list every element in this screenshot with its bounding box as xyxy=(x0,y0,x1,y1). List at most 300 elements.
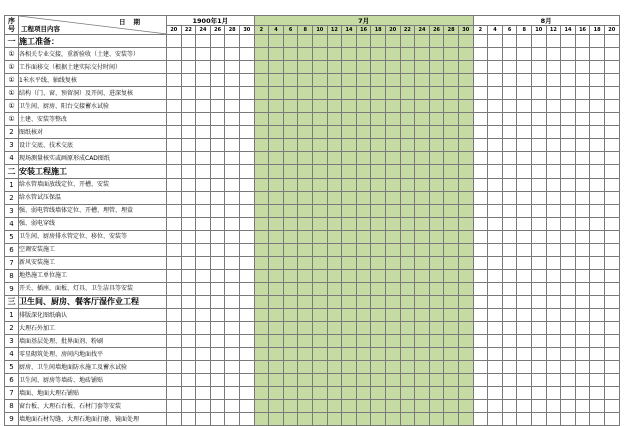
schedule-cell[interactable] xyxy=(298,282,313,295)
schedule-cell[interactable] xyxy=(342,204,357,217)
schedule-cell[interactable] xyxy=(225,295,240,308)
schedule-cell[interactable] xyxy=(298,335,313,348)
schedule-cell[interactable] xyxy=(167,48,182,61)
schedule-cell[interactable] xyxy=(429,295,444,308)
schedule-cell[interactable] xyxy=(313,191,328,204)
schedule-cell[interactable] xyxy=(167,361,182,374)
schedule-cell[interactable] xyxy=(546,74,561,87)
schedule-cell[interactable] xyxy=(298,48,313,61)
schedule-cell[interactable] xyxy=(298,61,313,74)
schedule-cell[interactable] xyxy=(283,126,298,139)
schedule-cell[interactable] xyxy=(356,191,371,204)
schedule-cell[interactable] xyxy=(269,282,284,295)
schedule-cell[interactable] xyxy=(167,191,182,204)
schedule-cell[interactable] xyxy=(473,204,488,217)
schedule-cell[interactable] xyxy=(283,35,298,48)
schedule-cell[interactable] xyxy=(371,361,386,374)
schedule-cell[interactable] xyxy=(415,191,430,204)
schedule-cell[interactable] xyxy=(546,387,561,400)
schedule-cell[interactable] xyxy=(167,322,182,335)
schedule-cell[interactable] xyxy=(502,139,517,152)
schedule-cell[interactable] xyxy=(546,126,561,139)
schedule-cell[interactable] xyxy=(313,152,328,165)
schedule-cell[interactable] xyxy=(517,295,532,308)
schedule-cell[interactable] xyxy=(225,335,240,348)
schedule-cell[interactable] xyxy=(473,87,488,100)
schedule-cell[interactable] xyxy=(575,243,590,256)
schedule-cell[interactable] xyxy=(196,387,211,400)
schedule-cell[interactable] xyxy=(590,374,605,387)
schedule-cell[interactable] xyxy=(502,100,517,113)
schedule-cell[interactable] xyxy=(356,282,371,295)
schedule-cell[interactable] xyxy=(604,165,619,178)
schedule-cell[interactable] xyxy=(181,204,196,217)
schedule-cell[interactable] xyxy=(575,217,590,230)
schedule-cell[interactable] xyxy=(239,48,254,61)
schedule-cell[interactable] xyxy=(604,152,619,165)
schedule-cell[interactable] xyxy=(254,413,269,426)
schedule-cell[interactable] xyxy=(473,361,488,374)
schedule-cell[interactable] xyxy=(313,100,328,113)
schedule-cell[interactable] xyxy=(327,413,342,426)
schedule-cell[interactable] xyxy=(371,165,386,178)
schedule-cell[interactable] xyxy=(269,269,284,282)
schedule-cell[interactable] xyxy=(575,269,590,282)
schedule-cell[interactable] xyxy=(444,35,459,48)
schedule-cell[interactable] xyxy=(342,191,357,204)
schedule-cell[interactable] xyxy=(502,295,517,308)
schedule-cell[interactable] xyxy=(269,126,284,139)
schedule-cell[interactable] xyxy=(196,295,211,308)
schedule-cell[interactable] xyxy=(575,165,590,178)
schedule-cell[interactable] xyxy=(239,35,254,48)
schedule-cell[interactable] xyxy=(342,348,357,361)
schedule-cell[interactable] xyxy=(400,374,415,387)
schedule-cell[interactable] xyxy=(371,335,386,348)
schedule-cell[interactable] xyxy=(210,335,225,348)
schedule-cell[interactable] xyxy=(604,100,619,113)
schedule-cell[interactable] xyxy=(196,269,211,282)
schedule-cell[interactable] xyxy=(561,295,576,308)
schedule-cell[interactable] xyxy=(254,230,269,243)
schedule-cell[interactable] xyxy=(604,282,619,295)
schedule-cell[interactable] xyxy=(283,269,298,282)
schedule-cell[interactable] xyxy=(327,374,342,387)
schedule-cell[interactable] xyxy=(502,113,517,126)
schedule-cell[interactable] xyxy=(473,100,488,113)
schedule-cell[interactable] xyxy=(415,48,430,61)
schedule-cell[interactable] xyxy=(254,243,269,256)
schedule-cell[interactable] xyxy=(196,100,211,113)
schedule-cell[interactable] xyxy=(181,256,196,269)
schedule-cell[interactable] xyxy=(517,217,532,230)
schedule-cell[interactable] xyxy=(167,308,182,321)
schedule-cell[interactable] xyxy=(502,322,517,335)
schedule-cell[interactable] xyxy=(269,178,284,191)
schedule-cell[interactable] xyxy=(239,243,254,256)
schedule-cell[interactable] xyxy=(313,348,328,361)
schedule-cell[interactable] xyxy=(517,361,532,374)
schedule-cell[interactable] xyxy=(298,152,313,165)
schedule-cell[interactable] xyxy=(298,269,313,282)
schedule-cell[interactable] xyxy=(546,48,561,61)
schedule-cell[interactable] xyxy=(342,230,357,243)
schedule-cell[interactable] xyxy=(371,387,386,400)
schedule-cell[interactable] xyxy=(385,139,400,152)
schedule-cell[interactable] xyxy=(575,204,590,217)
schedule-cell[interactable] xyxy=(546,100,561,113)
schedule-cell[interactable] xyxy=(313,178,328,191)
schedule-cell[interactable] xyxy=(458,413,473,426)
schedule-cell[interactable] xyxy=(298,113,313,126)
schedule-cell[interactable] xyxy=(488,152,503,165)
schedule-cell[interactable] xyxy=(488,295,503,308)
schedule-cell[interactable] xyxy=(517,100,532,113)
schedule-cell[interactable] xyxy=(444,269,459,282)
schedule-cell[interactable] xyxy=(546,35,561,48)
schedule-cell[interactable] xyxy=(254,361,269,374)
schedule-cell[interactable] xyxy=(488,308,503,321)
schedule-cell[interactable] xyxy=(400,335,415,348)
schedule-cell[interactable] xyxy=(517,269,532,282)
schedule-cell[interactable] xyxy=(604,374,619,387)
schedule-cell[interactable] xyxy=(254,35,269,48)
schedule-cell[interactable] xyxy=(385,100,400,113)
schedule-cell[interactable] xyxy=(327,256,342,269)
schedule-cell[interactable] xyxy=(371,348,386,361)
schedule-cell[interactable] xyxy=(444,322,459,335)
schedule-cell[interactable] xyxy=(342,308,357,321)
schedule-cell[interactable] xyxy=(488,204,503,217)
schedule-cell[interactable] xyxy=(196,335,211,348)
schedule-cell[interactable] xyxy=(444,191,459,204)
schedule-cell[interactable] xyxy=(458,374,473,387)
schedule-cell[interactable] xyxy=(429,269,444,282)
schedule-cell[interactable] xyxy=(429,191,444,204)
schedule-cell[interactable] xyxy=(517,35,532,48)
schedule-cell[interactable] xyxy=(473,308,488,321)
schedule-cell[interactable] xyxy=(590,113,605,126)
schedule-cell[interactable] xyxy=(575,374,590,387)
schedule-cell[interactable] xyxy=(561,191,576,204)
schedule-cell[interactable] xyxy=(371,374,386,387)
schedule-cell[interactable] xyxy=(181,361,196,374)
schedule-cell[interactable] xyxy=(283,308,298,321)
schedule-cell[interactable] xyxy=(225,374,240,387)
schedule-cell[interactable] xyxy=(531,139,546,152)
schedule-cell[interactable] xyxy=(546,295,561,308)
schedule-cell[interactable] xyxy=(283,139,298,152)
schedule-cell[interactable] xyxy=(531,74,546,87)
schedule-cell[interactable] xyxy=(298,35,313,48)
schedule-cell[interactable] xyxy=(298,217,313,230)
schedule-cell[interactable] xyxy=(415,374,430,387)
schedule-cell[interactable] xyxy=(356,230,371,243)
schedule-cell[interactable] xyxy=(590,217,605,230)
schedule-cell[interactable] xyxy=(327,217,342,230)
schedule-cell[interactable] xyxy=(590,361,605,374)
schedule-cell[interactable] xyxy=(371,308,386,321)
schedule-cell[interactable] xyxy=(488,126,503,139)
schedule-cell[interactable] xyxy=(429,204,444,217)
schedule-cell[interactable] xyxy=(590,413,605,426)
schedule-cell[interactable] xyxy=(488,87,503,100)
schedule-cell[interactable] xyxy=(517,113,532,126)
schedule-cell[interactable] xyxy=(269,165,284,178)
schedule-cell[interactable] xyxy=(327,387,342,400)
schedule-cell[interactable] xyxy=(590,87,605,100)
schedule-cell[interactable] xyxy=(239,335,254,348)
schedule-cell[interactable] xyxy=(196,61,211,74)
schedule-cell[interactable] xyxy=(298,308,313,321)
schedule-cell[interactable] xyxy=(327,178,342,191)
schedule-cell[interactable] xyxy=(181,113,196,126)
schedule-cell[interactable] xyxy=(561,126,576,139)
schedule-cell[interactable] xyxy=(385,335,400,348)
schedule-cell[interactable] xyxy=(604,61,619,74)
schedule-cell[interactable] xyxy=(385,178,400,191)
schedule-cell[interactable] xyxy=(196,113,211,126)
schedule-cell[interactable] xyxy=(269,361,284,374)
schedule-cell[interactable] xyxy=(210,243,225,256)
schedule-cell[interactable] xyxy=(604,335,619,348)
schedule-cell[interactable] xyxy=(429,87,444,100)
schedule-cell[interactable] xyxy=(239,126,254,139)
schedule-cell[interactable] xyxy=(546,243,561,256)
schedule-cell[interactable] xyxy=(458,282,473,295)
schedule-cell[interactable] xyxy=(196,178,211,191)
schedule-cell[interactable] xyxy=(546,348,561,361)
schedule-cell[interactable] xyxy=(269,204,284,217)
schedule-cell[interactable] xyxy=(298,322,313,335)
schedule-cell[interactable] xyxy=(488,217,503,230)
schedule-cell[interactable] xyxy=(225,178,240,191)
schedule-cell[interactable] xyxy=(590,191,605,204)
schedule-cell[interactable] xyxy=(385,74,400,87)
schedule-cell[interactable] xyxy=(210,322,225,335)
schedule-cell[interactable] xyxy=(531,217,546,230)
schedule-cell[interactable] xyxy=(196,35,211,48)
schedule-cell[interactable] xyxy=(604,35,619,48)
schedule-cell[interactable] xyxy=(473,217,488,230)
schedule-cell[interactable] xyxy=(546,178,561,191)
schedule-cell[interactable] xyxy=(531,308,546,321)
schedule-cell[interactable] xyxy=(327,48,342,61)
schedule-cell[interactable] xyxy=(283,113,298,126)
schedule-cell[interactable] xyxy=(356,269,371,282)
schedule-cell[interactable] xyxy=(327,243,342,256)
schedule-cell[interactable] xyxy=(254,100,269,113)
schedule-cell[interactable] xyxy=(531,348,546,361)
schedule-cell[interactable] xyxy=(400,191,415,204)
schedule-cell[interactable] xyxy=(517,230,532,243)
schedule-cell[interactable] xyxy=(342,100,357,113)
schedule-cell[interactable] xyxy=(254,61,269,74)
schedule-cell[interactable] xyxy=(458,243,473,256)
schedule-cell[interactable] xyxy=(531,113,546,126)
schedule-cell[interactable] xyxy=(371,100,386,113)
schedule-cell[interactable] xyxy=(502,48,517,61)
schedule-cell[interactable] xyxy=(385,48,400,61)
schedule-cell[interactable] xyxy=(210,295,225,308)
schedule-cell[interactable] xyxy=(458,126,473,139)
schedule-cell[interactable] xyxy=(429,322,444,335)
schedule-cell[interactable] xyxy=(590,243,605,256)
schedule-cell[interactable] xyxy=(269,113,284,126)
schedule-cell[interactable] xyxy=(458,152,473,165)
schedule-cell[interactable] xyxy=(298,243,313,256)
schedule-cell[interactable] xyxy=(561,348,576,361)
schedule-cell[interactable] xyxy=(196,139,211,152)
schedule-cell[interactable] xyxy=(254,269,269,282)
schedule-cell[interactable] xyxy=(225,413,240,426)
schedule-cell[interactable] xyxy=(488,282,503,295)
schedule-cell[interactable] xyxy=(561,204,576,217)
schedule-cell[interactable] xyxy=(575,387,590,400)
schedule-cell[interactable] xyxy=(356,139,371,152)
schedule-cell[interactable] xyxy=(575,191,590,204)
schedule-cell[interactable] xyxy=(327,113,342,126)
schedule-cell[interactable] xyxy=(604,139,619,152)
schedule-cell[interactable] xyxy=(342,387,357,400)
schedule-cell[interactable] xyxy=(239,413,254,426)
schedule-cell[interactable] xyxy=(356,165,371,178)
schedule-cell[interactable] xyxy=(517,178,532,191)
schedule-cell[interactable] xyxy=(400,139,415,152)
schedule-cell[interactable] xyxy=(283,191,298,204)
schedule-cell[interactable] xyxy=(604,308,619,321)
schedule-cell[interactable] xyxy=(604,361,619,374)
schedule-cell[interactable] xyxy=(473,165,488,178)
schedule-cell[interactable] xyxy=(561,322,576,335)
schedule-cell[interactable] xyxy=(458,348,473,361)
schedule-cell[interactable] xyxy=(429,152,444,165)
schedule-cell[interactable] xyxy=(298,295,313,308)
schedule-cell[interactable] xyxy=(254,139,269,152)
schedule-cell[interactable] xyxy=(458,113,473,126)
schedule-cell[interactable] xyxy=(342,282,357,295)
schedule-cell[interactable] xyxy=(444,374,459,387)
schedule-cell[interactable] xyxy=(167,282,182,295)
schedule-cell[interactable] xyxy=(561,152,576,165)
schedule-cell[interactable] xyxy=(239,204,254,217)
schedule-cell[interactable] xyxy=(342,361,357,374)
schedule-cell[interactable] xyxy=(502,74,517,87)
schedule-cell[interactable] xyxy=(444,74,459,87)
schedule-cell[interactable] xyxy=(444,335,459,348)
schedule-cell[interactable] xyxy=(444,139,459,152)
schedule-cell[interactable] xyxy=(327,100,342,113)
schedule-cell[interactable] xyxy=(561,100,576,113)
schedule-cell[interactable] xyxy=(561,165,576,178)
schedule-cell[interactable] xyxy=(502,217,517,230)
schedule-cell[interactable] xyxy=(415,335,430,348)
schedule-cell[interactable] xyxy=(225,74,240,87)
schedule-cell[interactable] xyxy=(488,100,503,113)
schedule-cell[interactable] xyxy=(269,35,284,48)
schedule-cell[interactable] xyxy=(517,74,532,87)
schedule-cell[interactable] xyxy=(575,113,590,126)
schedule-cell[interactable] xyxy=(444,87,459,100)
schedule-cell[interactable] xyxy=(210,282,225,295)
schedule-cell[interactable] xyxy=(502,413,517,426)
schedule-cell[interactable] xyxy=(356,348,371,361)
schedule-cell[interactable] xyxy=(210,165,225,178)
schedule-cell[interactable] xyxy=(488,243,503,256)
schedule-cell[interactable] xyxy=(415,61,430,74)
schedule-cell[interactable] xyxy=(210,61,225,74)
schedule-cell[interactable] xyxy=(356,322,371,335)
schedule-cell[interactable] xyxy=(313,87,328,100)
schedule-cell[interactable] xyxy=(590,308,605,321)
schedule-cell[interactable] xyxy=(531,35,546,48)
schedule-cell[interactable] xyxy=(327,126,342,139)
schedule-cell[interactable] xyxy=(313,269,328,282)
schedule-cell[interactable] xyxy=(327,139,342,152)
schedule-cell[interactable] xyxy=(371,74,386,87)
schedule-cell[interactable] xyxy=(444,113,459,126)
schedule-cell[interactable] xyxy=(225,322,240,335)
schedule-cell[interactable] xyxy=(546,335,561,348)
schedule-cell[interactable] xyxy=(429,256,444,269)
schedule-cell[interactable] xyxy=(604,269,619,282)
schedule-cell[interactable] xyxy=(546,269,561,282)
schedule-cell[interactable] xyxy=(590,165,605,178)
schedule-cell[interactable] xyxy=(385,204,400,217)
schedule-cell[interactable] xyxy=(371,152,386,165)
schedule-cell[interactable] xyxy=(167,230,182,243)
schedule-cell[interactable] xyxy=(517,282,532,295)
schedule-cell[interactable] xyxy=(269,374,284,387)
schedule-cell[interactable] xyxy=(371,295,386,308)
schedule-cell[interactable] xyxy=(400,243,415,256)
schedule-cell[interactable] xyxy=(298,413,313,426)
schedule-cell[interactable] xyxy=(210,308,225,321)
schedule-cell[interactable] xyxy=(575,322,590,335)
schedule-cell[interactable] xyxy=(429,282,444,295)
schedule-cell[interactable] xyxy=(561,387,576,400)
schedule-cell[interactable] xyxy=(458,322,473,335)
schedule-cell[interactable] xyxy=(531,126,546,139)
schedule-cell[interactable] xyxy=(283,230,298,243)
schedule-cell[interactable] xyxy=(415,204,430,217)
schedule-cell[interactable] xyxy=(167,100,182,113)
schedule-cell[interactable] xyxy=(269,48,284,61)
schedule-cell[interactable] xyxy=(473,295,488,308)
schedule-cell[interactable] xyxy=(502,269,517,282)
schedule-cell[interactable] xyxy=(327,269,342,282)
schedule-cell[interactable] xyxy=(546,87,561,100)
schedule-cell[interactable] xyxy=(196,413,211,426)
schedule-cell[interactable] xyxy=(167,256,182,269)
schedule-cell[interactable] xyxy=(400,413,415,426)
schedule-cell[interactable] xyxy=(298,204,313,217)
schedule-cell[interactable] xyxy=(575,282,590,295)
schedule-cell[interactable] xyxy=(167,35,182,48)
schedule-cell[interactable] xyxy=(531,61,546,74)
schedule-cell[interactable] xyxy=(181,74,196,87)
schedule-cell[interactable] xyxy=(225,387,240,400)
schedule-cell[interactable] xyxy=(313,322,328,335)
schedule-cell[interactable] xyxy=(488,178,503,191)
schedule-cell[interactable] xyxy=(371,217,386,230)
schedule-cell[interactable] xyxy=(400,178,415,191)
schedule-cell[interactable] xyxy=(371,322,386,335)
schedule-cell[interactable] xyxy=(604,243,619,256)
schedule-cell[interactable] xyxy=(313,308,328,321)
schedule-cell[interactable] xyxy=(181,374,196,387)
schedule-cell[interactable] xyxy=(473,230,488,243)
